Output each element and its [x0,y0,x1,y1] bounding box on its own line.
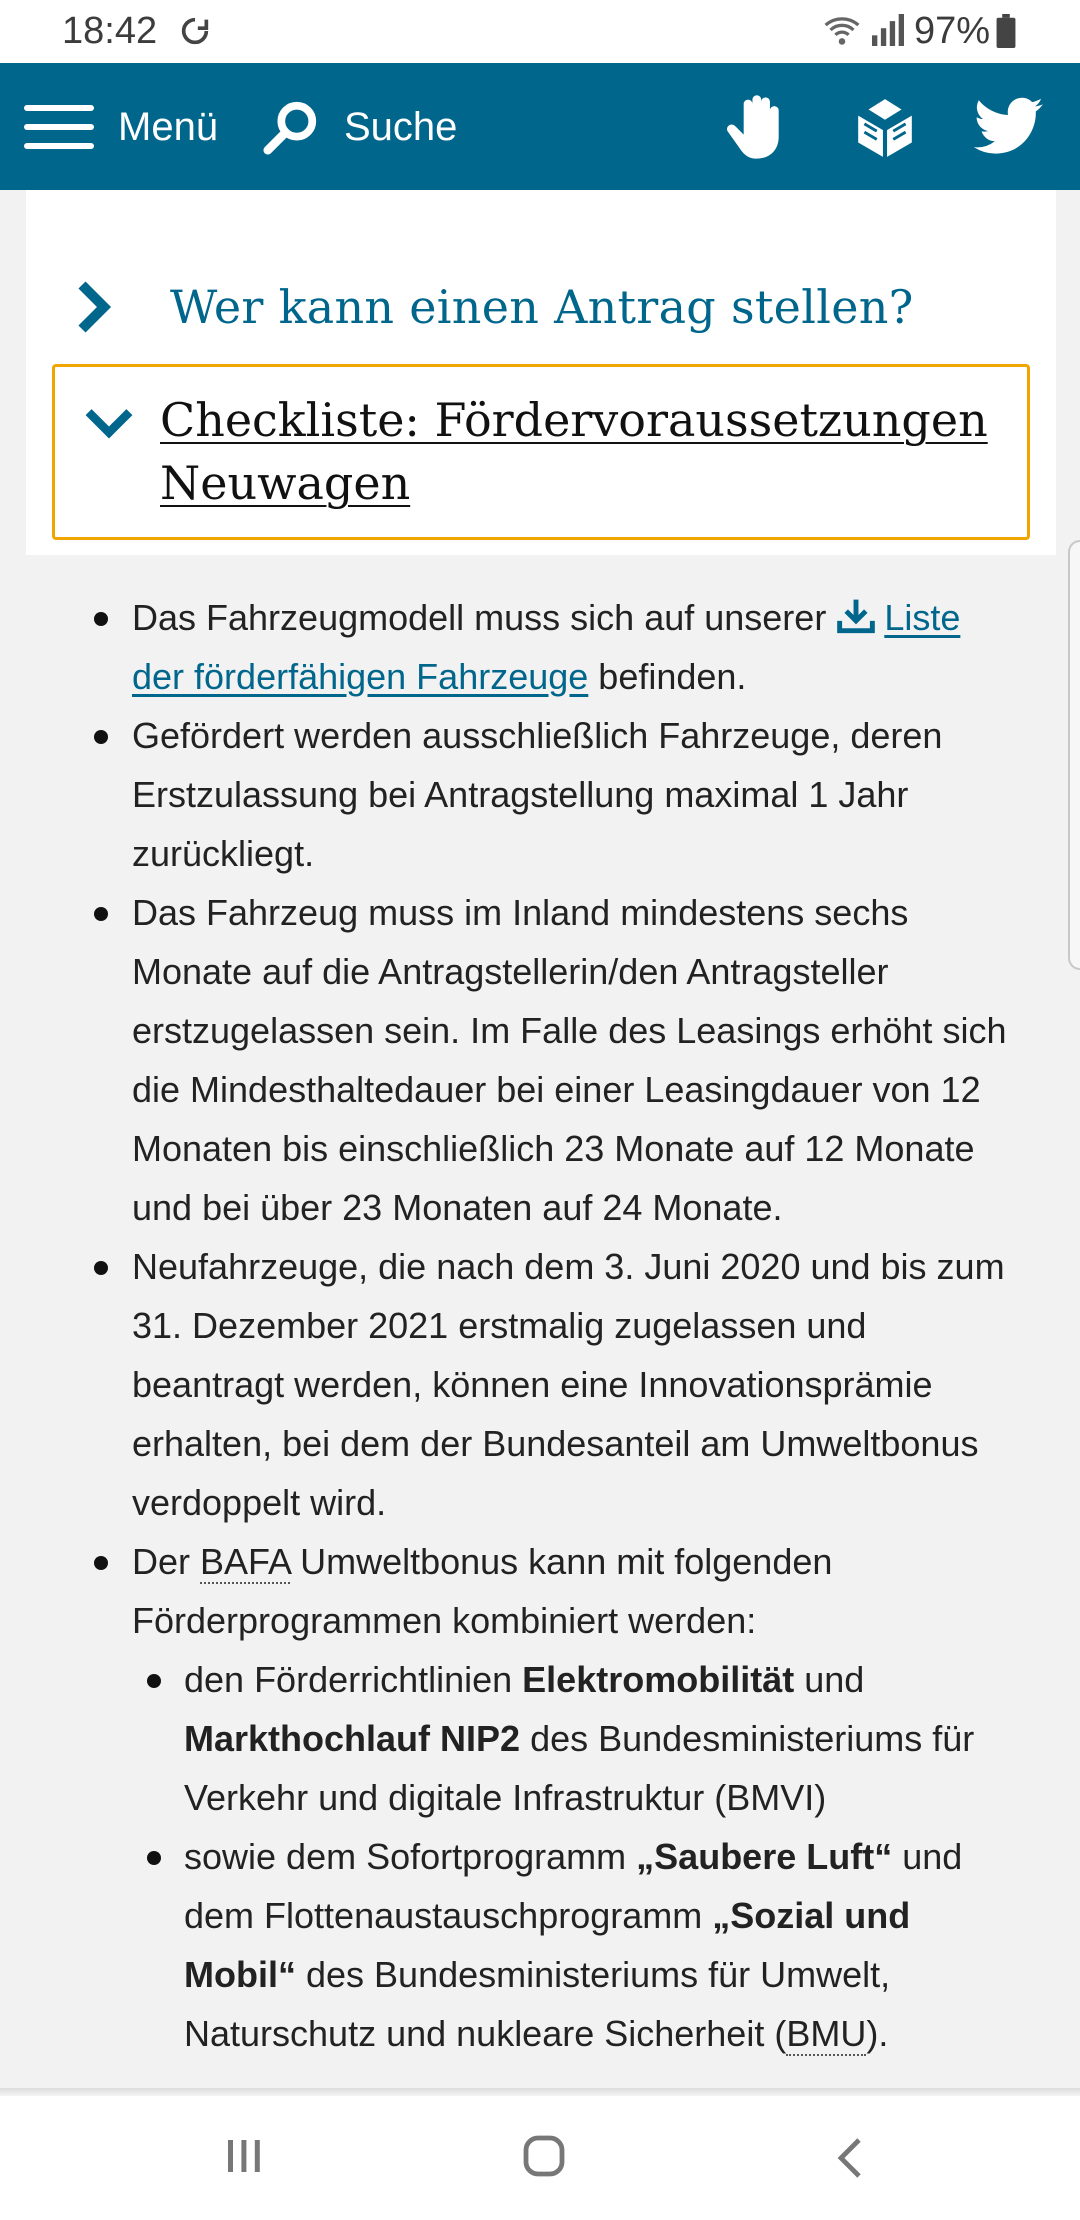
divider [0,2088,1080,2096]
back-icon[interactable] [834,2136,864,2180]
wifi-icon [822,12,862,48]
accordion-item-who-can-apply[interactable] [54,262,1034,352]
hand-icon[interactable] [726,93,792,163]
vehicle-list-link[interactable]: Liste der förderfähigen Fahrzeuge [132,597,961,697]
chevron-down-icon [83,407,135,441]
accordion-item-checklist[interactable] [52,364,1030,540]
battery-icon [996,14,1016,48]
chevron-right-icon [74,279,114,335]
abbr-bmu[interactable]: BMU [786,2013,867,2054]
signal-icon [870,14,906,46]
list-item: Neufahrzeuge, die nach dem 3. Juni 2020 und bis zum 31. Dezember 2021 erstmalig zugelassen und beantragt werden, können eine Innovationsprämie erhalten, bei dem der Bundesanteil am Umweltbonus verdoppelt wird. [52,1237,1012,1532]
list-item: Der BAFA Umweltbonus kann mit folgenden Förderprogrammen kombiniert werden: [52,1532,1012,1650]
twitter-icon[interactable] [972,97,1046,159]
status-bar [0,0,1080,63]
system-navigation-bar [0,2096,1080,2220]
accordion-title: Checkliste: Fördervoraussetzungen Neuwagen [160,393,988,510]
menu-button[interactable] [24,95,218,159]
status-time: 18:42 [62,10,158,52]
top-navigation [0,63,1080,190]
search-button[interactable] [262,95,457,159]
list-item: Das Fahrzeug muss im Inland mindestens sechs Monate auf die Antragstellerin/den Antragsteller erstzugelassen sein. Im Falle des Leasings erhöht sich die Mindesthaltedauer bei einer Leasingdauer von 12 Monaten bis einschließlich 23 Monate auf 12 Monate und bei über 23 Monaten auf 24 Monate. [52,883,1012,1237]
scroll-handle[interactable] [1068,540,1080,970]
hamburger-icon [24,99,94,155]
book-icon[interactable] [854,95,916,161]
checklist [52,588,1012,2063]
download-icon [836,598,876,634]
list-item: Das Fahrzeugmodell muss sich auf unserer Liste der förderfähigen Fahrzeuge befinden. [52,588,1012,706]
accordion-title: Wer kann einen Antrag stellen? [170,280,914,334]
menu-label: Menü [118,104,219,149]
recents-icon[interactable] [224,2136,264,2176]
list-item: Gefördert werden ausschließlich Fahrzeuge, deren Erstzulassung bei Antragstellung maximal 1 Jahr zurückliegt. [52,706,1012,883]
sub-list-item: sowie dem Sofortprogramm „Saubere Luft“ und dem Flottenaustauschprogramm „Sozial und Mobil“ des Bundesministeriums für Umwelt, Naturschutz und nukleare Sicherheit (BMU). [52,1827,1012,2063]
battery-percent: 97% [914,10,991,52]
search-label: Suche [344,104,458,149]
sub-list-item: den Förderrichtlinien Elektromobilität und Markthochlauf NIP2 des Bundesministeriums für Verkehr und digitale Infrastruktur (BMVI) [52,1650,1012,1827]
abbr-bafa[interactable]: BAFA [200,1541,291,1582]
search-icon [262,98,320,156]
home-icon[interactable] [522,2134,566,2178]
sync-icon [178,14,212,48]
sub-list [52,1650,1012,2063]
